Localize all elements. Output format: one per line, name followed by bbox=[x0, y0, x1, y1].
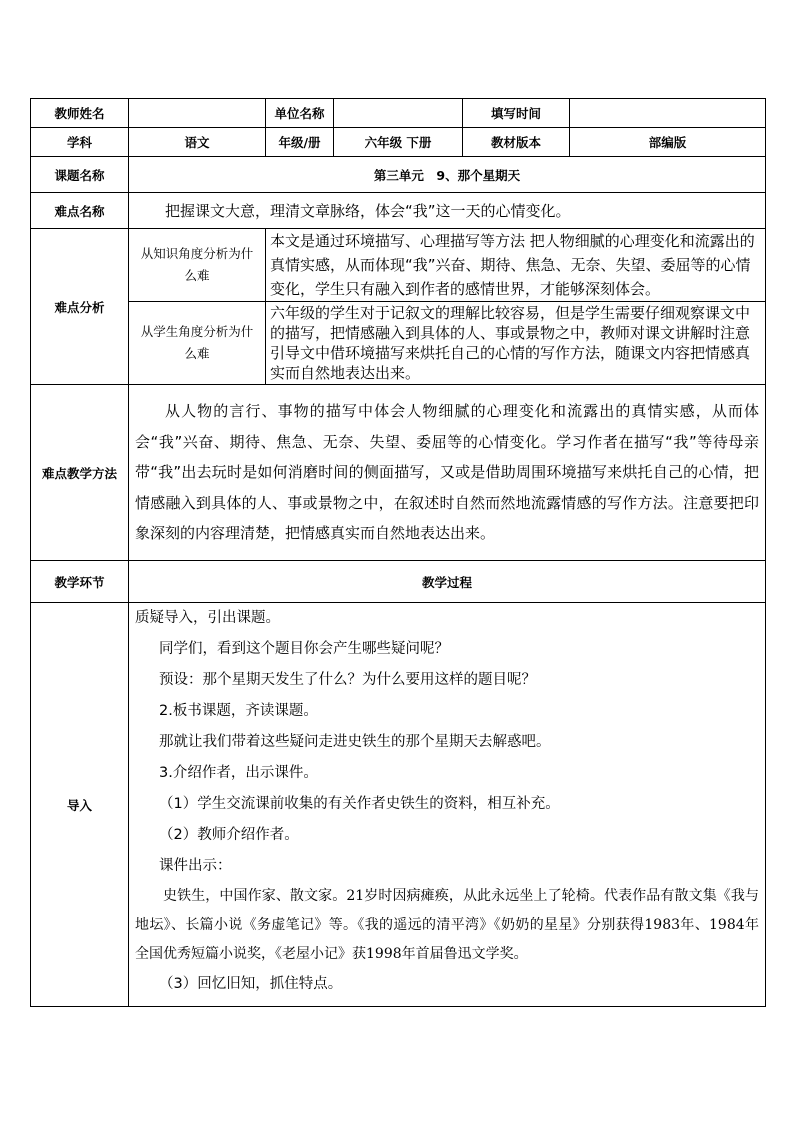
edition-value: 部编版 bbox=[570, 128, 766, 157]
unit-name-value bbox=[334, 99, 463, 128]
analysis-knowledge-row bbox=[31, 229, 766, 302]
knowledge-angle-label: 从知识角度分析为什么难 bbox=[129, 229, 266, 302]
subject-value: 语文 bbox=[129, 128, 266, 157]
intro-line: 那就让我们带着这些疑问走进史铁生的那个星期天去解惑吧。 bbox=[159, 734, 551, 750]
student-angle-label: 从学生角度分析为什么难 bbox=[129, 302, 266, 385]
student-angle-text: 六年级的学生对于记叙文的理解比较容易，但是学生需要仔细观察课文中的描写，把情感融入到具体的人、事或景物之中，教师对课文讲解时注意引导文中借环境描写来烘托自己的心情的写作方法，随课文内容把情感真实而自然地表达出来。 bbox=[266, 302, 766, 385]
analysis-label: 难点分析 bbox=[31, 229, 129, 385]
intro-line: （2）教师介绍作者。 bbox=[159, 827, 299, 843]
header-row-2 bbox=[31, 128, 766, 157]
lesson-title-value: 第三单元 9、那个星期天 bbox=[129, 157, 766, 193]
intro-line: 2.板书课题，齐读课题。 bbox=[159, 703, 318, 719]
teacher-name-label: 教师姓名 bbox=[31, 99, 129, 128]
method-row bbox=[31, 385, 766, 561]
lesson-plan-table bbox=[30, 98, 766, 1007]
intro-line: 课件出示： bbox=[159, 858, 232, 874]
grade-value: 六年级 下册 bbox=[334, 128, 463, 157]
stage-header: 教学环节 bbox=[31, 561, 129, 603]
intro-label: 导入 bbox=[31, 603, 129, 1007]
difficulty-value: 把握课文大意，理清文章脉络，体会“我”这一天的心情变化。 bbox=[129, 193, 766, 229]
difficulty-row bbox=[31, 193, 766, 229]
intro-line: （1）学生交流课前收集的有关作者史铁生的资料，相互补充。 bbox=[159, 796, 560, 812]
intro-content bbox=[129, 603, 766, 1007]
intro-line: 质疑导入，引出课题。 bbox=[135, 610, 280, 626]
unit-name-label: 单位名称 bbox=[266, 99, 334, 128]
edition-label: 教材版本 bbox=[463, 128, 570, 157]
method-text: 从人物的言行、事物的描写中体会人物细腻的心理变化和流露出的真情实感，从而体会“我”兴奋、期待、焦急、无奈、失望、委屈等的心情变化。学习作者在描写“我”等待母亲带“我”出去玩时是如何消磨时间的侧面描写，又或是借助周围环境描写来烘托自己的心情，把情感融入到具体的人、事或景物之中，在叙述时自然而然地流露情感的写作方法。注意要把印象深刻的内容理清楚，把情感真实而自然地表达出来。 bbox=[129, 385, 766, 561]
method-label: 难点教学方法 bbox=[31, 385, 129, 561]
process-header-row bbox=[31, 561, 766, 603]
analysis-student-row bbox=[31, 302, 766, 385]
intro-line: 预设：那个星期天发生了什么？为什么要用这样的题目呢？ bbox=[159, 672, 536, 688]
header-row-1 bbox=[31, 99, 766, 128]
lesson-plan-page bbox=[30, 98, 765, 1007]
subject-label: 学科 bbox=[31, 128, 129, 157]
process-header: 教学过程 bbox=[129, 561, 766, 603]
author-bio: 史铁生，中国作家、散文家。21岁时因病瘫痪，从此永远坐上了轮椅。代表作品有散文集《我与地坛》、长篇小说《务虚笔记》等。《我的遥远的清平湾》《奶奶的星星》分别获得1983年、1984年全国优秀短篇小说奖，《老屋小记》获1998年首届鲁迅文学奖。 bbox=[135, 888, 759, 962]
difficulty-label: 难点名称 bbox=[31, 193, 129, 229]
knowledge-angle-text: 本文是通过环境描写、心理描写等方法 把人物细腻的心理变化和流露出的真情实感，从而体现“我”兴奋、期待、焦急、无奈、失望、委屈等的心情变化，学生只有融入到作者的感情世界，才能够深刻体会。 bbox=[266, 229, 766, 302]
intro-line: 3.介绍作者，出示课件。 bbox=[159, 765, 318, 781]
intro-row bbox=[31, 603, 766, 1007]
lesson-title-label: 课题名称 bbox=[31, 157, 129, 193]
fill-time-value bbox=[570, 99, 766, 128]
teacher-name-value bbox=[129, 99, 266, 128]
lesson-title-row bbox=[31, 157, 766, 193]
intro-line: （3）回忆旧知，抓住特点。 bbox=[159, 976, 343, 992]
intro-line: 同学们，看到这个题目你会产生哪些疑问呢？ bbox=[159, 641, 449, 657]
fill-time-label: 填写时间 bbox=[463, 99, 570, 128]
grade-label: 年级/册 bbox=[266, 128, 334, 157]
